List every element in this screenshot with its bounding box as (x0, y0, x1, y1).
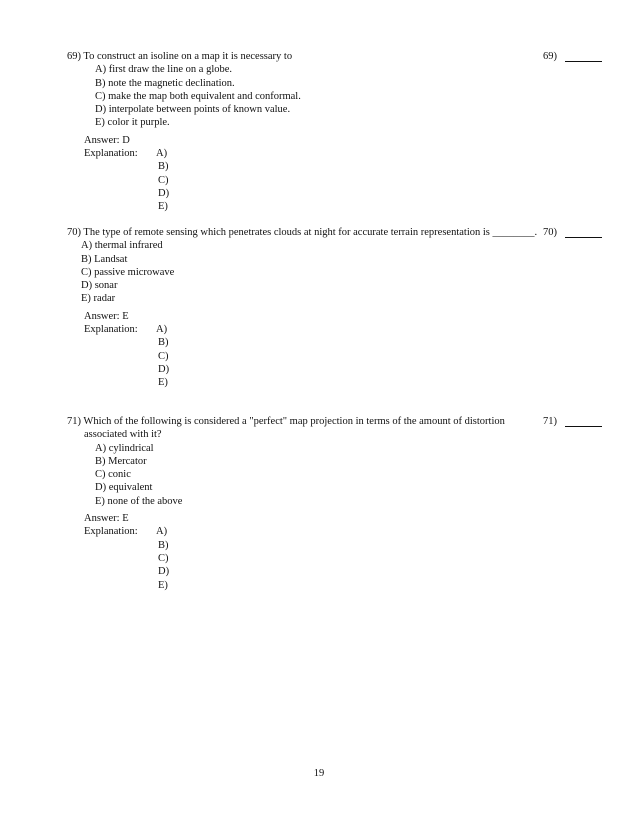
question-number-margin: 71) (543, 416, 557, 427)
explanation-item: B) (158, 539, 169, 551)
question-69 (67, 50, 601, 214)
question-text: 70) The type of remote sensing which penetrates clouds at night for accurate terrain representation is ________. (67, 227, 538, 238)
question-number-margin: 69) (543, 51, 557, 62)
question-70 (67, 226, 601, 390)
choice-a: A) first draw the line on a globe. (95, 64, 233, 76)
choice-b: B) Landsat (81, 253, 128, 265)
explanation-item: B) (158, 337, 169, 349)
answer-blank-line (565, 237, 602, 238)
explanation-item: A) (156, 148, 168, 160)
choice-a: A) cylindrical (95, 442, 154, 454)
choice-c: C) passive microwave (81, 266, 175, 278)
explanation-items (156, 147, 169, 213)
explanation-item: C) (158, 174, 169, 186)
answer-blank-line (565, 61, 602, 62)
explanation-item: E) (158, 201, 168, 213)
explanation-item: A) (156, 324, 168, 336)
explanation-label: Explanation: (84, 148, 138, 160)
choice-list (67, 63, 601, 129)
choice-e: E) none of the above (95, 495, 183, 507)
explanation-block (67, 323, 601, 389)
answer-blank-line (565, 426, 602, 427)
explanation-label: Explanation: (84, 324, 138, 336)
choice-d: D) sonar (81, 280, 118, 292)
choice-list (67, 239, 601, 305)
answer-line: Answer: D (84, 134, 130, 146)
explanation-item: D) (158, 363, 170, 375)
explanation-label: Explanation: (84, 526, 138, 538)
explanation-item: E) (158, 377, 168, 389)
explanation-item: B) (158, 161, 169, 173)
choice-c: C) conic (95, 469, 131, 481)
choice-e: E) radar (81, 293, 116, 305)
explanation-item: E) (158, 579, 168, 591)
question-text: 71) Which of the following is considered a "perfect" map projection in terms of the amount of distortion associated with it? (67, 416, 505, 441)
explanation-item: C) (158, 350, 169, 362)
choice-e: E) color it purple. (95, 117, 170, 129)
choice-list (67, 442, 601, 508)
explanation-items (156, 525, 169, 591)
choice-d: D) equivalent (95, 482, 153, 494)
choice-a: A) thermal infrared (81, 240, 163, 252)
answer-line: Answer: E (84, 310, 129, 322)
explanation-item: A) (156, 526, 168, 538)
choice-c: C) make the map both equivalent and conformal. (95, 90, 301, 102)
explanation-item: D) (158, 566, 170, 578)
explanation-item: D) (158, 187, 170, 199)
page-number: 19 (313, 768, 325, 779)
explanation-block (67, 147, 601, 213)
explanation-item: C) (158, 552, 169, 564)
choice-b: B) Mercator (95, 455, 147, 467)
choice-d: D) interpolate between points of known value. (95, 104, 291, 116)
answer-line: Answer: E (84, 513, 129, 525)
explanation-items (156, 323, 169, 389)
choice-b: B) note the magnetic declination. (95, 77, 235, 89)
explanation-block (67, 525, 601, 591)
question-text: 69) To construct an isoline on a map it is necessary to (67, 51, 293, 62)
question-71 (67, 415, 601, 592)
question-number-margin: 70) (543, 227, 557, 238)
